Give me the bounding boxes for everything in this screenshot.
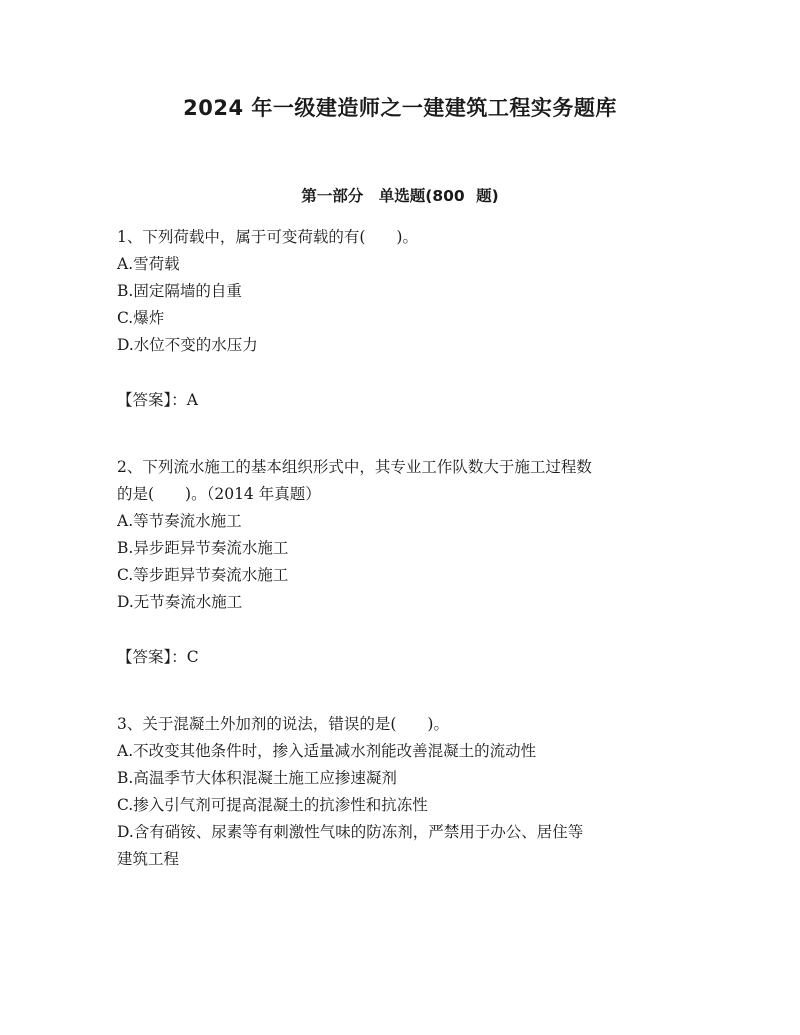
question-3 xyxy=(117,711,687,873)
option-b: B.固定隔墙的自重 xyxy=(117,282,242,300)
option-c: C.爆炸 xyxy=(117,309,165,327)
option-a: A.雪荷载 xyxy=(117,255,180,273)
answer-line: 【答案】：A xyxy=(117,391,198,409)
question-2 xyxy=(117,454,687,671)
question-stem: 3、关于混凝土外加剂的说法，错误的是( )。 xyxy=(117,715,449,733)
question-1 xyxy=(117,224,687,414)
option-d: D.无节奏流水施工 xyxy=(117,593,243,611)
question-list xyxy=(117,224,687,873)
option-c: C.掺入引气剂可提高混凝土的抗渗性和抗冻性 xyxy=(117,796,428,814)
question-spacer xyxy=(117,414,687,454)
option-a: A.不改变其他条件时，掺入适量减水剂能改善混凝土的流动性 xyxy=(117,742,537,760)
question-spacer xyxy=(117,671,687,711)
section-heading: 第一部分 单选题(800 题) xyxy=(301,187,499,205)
option-b: B.高温季节大体积混凝土施工应掺速凝剂 xyxy=(117,769,397,787)
question-stem-continued: 的是( )。（2014 年真题） xyxy=(117,485,321,503)
question-stem: 2、下列流水施工的基本组织形式中，其专业工作队数大于施工过程数 xyxy=(117,458,592,476)
question-stem: 1、下列荷载中，属于可变荷载的有( )。 xyxy=(117,228,418,246)
option-d-continued: 建筑工程 xyxy=(117,850,180,868)
document-title: 2024 年一级建造师之一建建筑工程实务题库 xyxy=(183,96,617,120)
answer-line: 【答案】：C xyxy=(117,648,199,666)
option-d: D.含有硝铵、尿素等有刺激性气味的防冻剂，严禁用于办公、居住等 xyxy=(117,823,584,841)
option-b: B.异步距异节奏流水施工 xyxy=(117,539,289,557)
option-a: A.等节奏流水施工 xyxy=(117,512,242,530)
option-d: D.水位不变的水压力 xyxy=(117,336,258,354)
option-c: C.等步距异节奏流水施工 xyxy=(117,566,289,584)
